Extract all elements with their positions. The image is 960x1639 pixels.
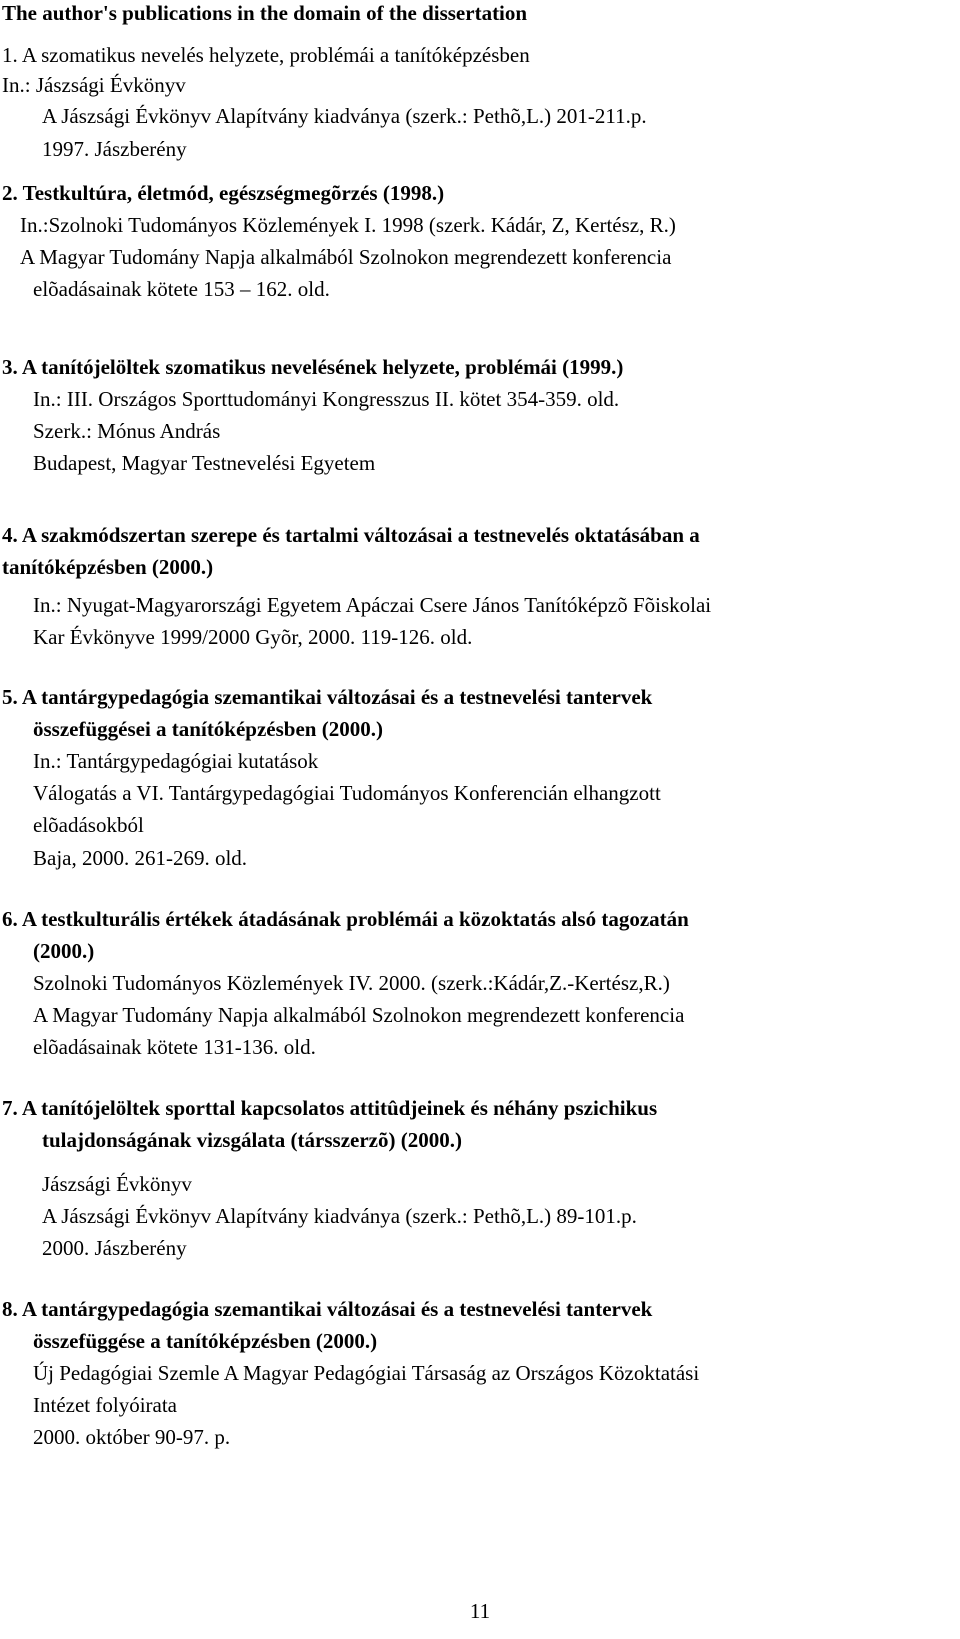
- publication-detail: elõadásainak kötete 153 – 162. old.: [33, 277, 330, 301]
- publication-detail: In.: Jászsági Évkönyv: [2, 73, 186, 97]
- publication-title: 1. A szomatikus nevelés helyzete, problémái a tanítóképzésben: [2, 43, 530, 67]
- publication-title: tanítóképzésben (2000.): [2, 555, 214, 579]
- publication-detail: elõadásokból: [33, 813, 144, 837]
- publication-detail: Jászsági Évkönyv: [42, 1172, 192, 1196]
- publication-detail: elõadásainak kötete 131-136. old.: [33, 1035, 316, 1059]
- publication-detail: Intézet folyóirata: [33, 1393, 178, 1417]
- publication-detail: Szolnoki Tudományos Közlemények IV. 2000. (szerk.:Kádár,Z.-Kertész,R.): [33, 971, 670, 995]
- publication-detail: A Jászsági Évkönyv Alapítvány kiadványa (szerk.: Pethõ,L.) 201-211.p.: [42, 104, 647, 128]
- publication-detail: Budapest, Magyar Testnevelési Egyetem: [33, 451, 376, 475]
- publication-detail: 1997. Jászberény: [42, 137, 187, 161]
- publication-title: tulajdonságának vizsgálata (társszerzõ) (2000.): [42, 1128, 462, 1152]
- publication-detail: A Jászsági Évkönyv Alapítvány kiadványa (szerk.: Pethõ,L.) 89-101.p.: [42, 1204, 637, 1228]
- publication-detail: 2000. Jászberény: [42, 1236, 187, 1260]
- page-number: 11: [469, 1599, 491, 1623]
- publication-title: 3. A tanítójelöltek szomatikus nevelésének helyzete, problémái (1999.): [2, 355, 624, 379]
- publication-detail: Baja, 2000. 261-269. old.: [33, 846, 248, 870]
- publication-detail: In.:Szolnoki Tudományos Közlemények I. 1998 (szerk. Kádár, Z, Kertész, R.): [20, 213, 676, 237]
- publication-title: (2000.): [33, 939, 95, 963]
- publication-title: 5. A tantárgypedagógia szemantikai változásai és a testnevelési tantervek: [2, 685, 653, 709]
- publication-detail: In.: Nyugat-Magyarországi Egyetem Apáczai Csere János Tanítóképzõ Fõiskolai: [33, 593, 712, 617]
- publication-detail: Szerk.: Mónus András: [33, 419, 221, 443]
- publication-detail: A Magyar Tudomány Napja alkalmából Szolnokon megrendezett konferencia: [33, 1003, 685, 1027]
- publication-title: összefüggései a tanítóképzésben (2000.): [33, 717, 383, 741]
- publication-title: összefüggése a tanítóképzésben (2000.): [33, 1329, 378, 1353]
- publication-detail: 2000. október 90-97. p.: [33, 1425, 231, 1449]
- publication-title: 2. Testkultúra, életmód, egészségmegõrzés (1998.): [2, 181, 445, 205]
- publication-title: 6. A testkulturális értékek átadásának problémái a közoktatás alsó tagozatán: [2, 907, 689, 931]
- publication-detail: Kar Évkönyve 1999/2000 Gyõr, 2000. 119-126. old.: [33, 625, 473, 649]
- publication-detail: Válogatás a VI. Tantárgypedagógiai Tudományos Konferencián elhangzott: [33, 781, 661, 805]
- publication-title: 8. A tantárgypedagógia szemantikai változásai és a testnevelési tantervek: [2, 1297, 653, 1321]
- publication-detail: In.: III. Országos Sporttudományi Kongresszus II. kötet 354-359. old.: [33, 387, 620, 411]
- page-heading: The author's publications in the domain of the dissertation: [2, 1, 528, 25]
- publication-detail: In.: Tantárgypedagógiai kutatások: [33, 749, 319, 773]
- publication-detail: A Magyar Tudomány Napja alkalmából Szolnokon megrendezett konferencia: [20, 245, 672, 269]
- publication-title: 7. A tanítójelöltek sporttal kapcsolatos attitûdjeinek és néhány pszichikus: [2, 1096, 658, 1120]
- publication-detail: Új Pedagógiai Szemle A Magyar Pedagógiai Társaság az Országos Közoktatási: [33, 1361, 700, 1385]
- publication-title: 4. A szakmódszertan szerepe és tartalmi változásai a testnevelés oktatásában a: [2, 523, 700, 547]
